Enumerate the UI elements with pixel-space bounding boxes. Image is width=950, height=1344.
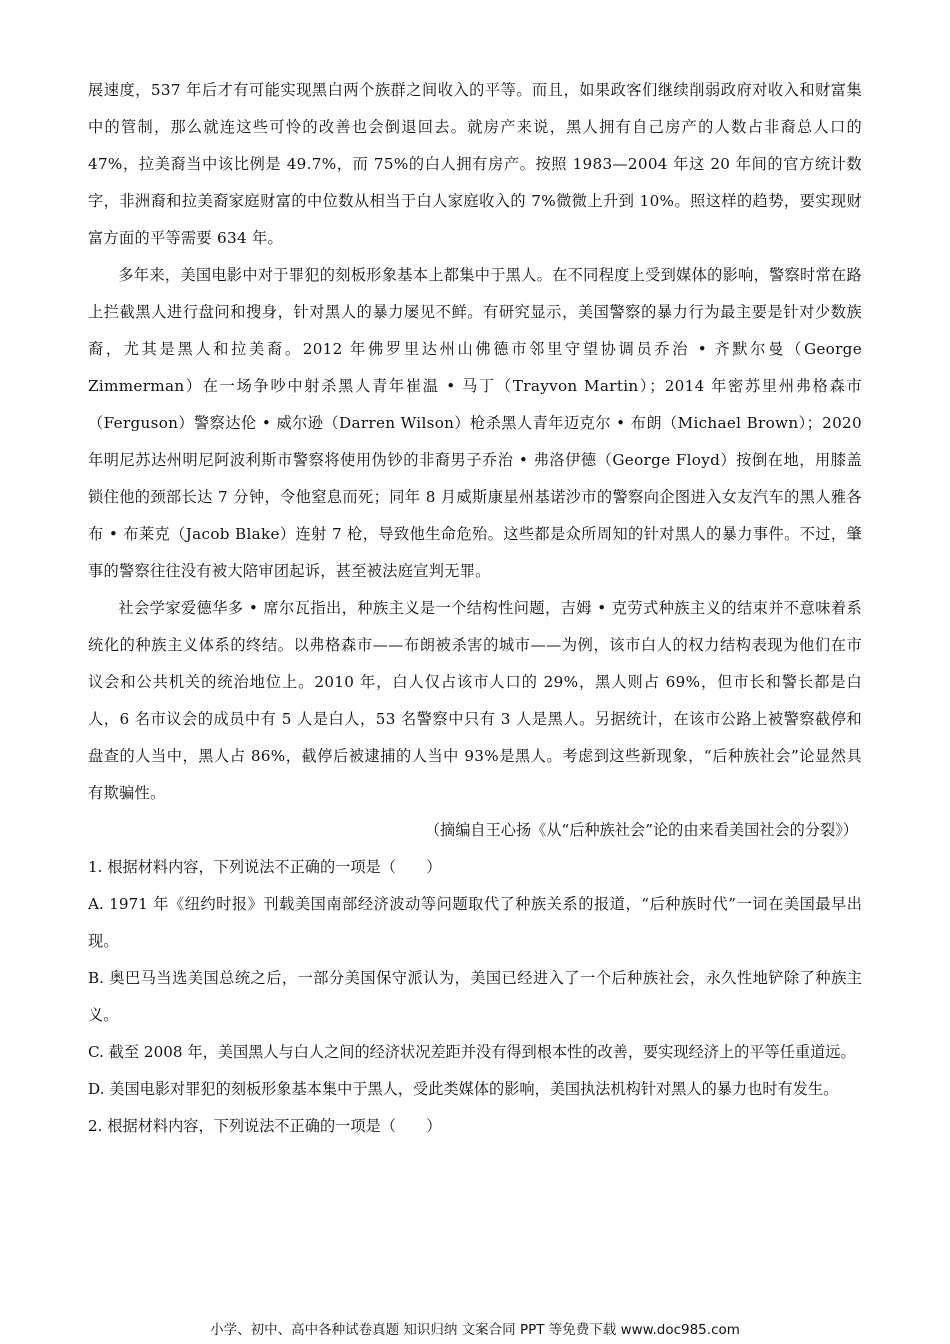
document-page (88, 72, 862, 1145)
article-paragraph: 展速度，537 年后才有可能实现黑白两个族群之间收入的平等。而且，如果政客们继续削弱政府对收入和财富集中的管制，那么就连这些可怜的改善也会倒退回去。就房产来说，黑人拥有自己房产的人数占非裔总人口的 47%，拉美裔当中该比例是 49.7%，而 75%的白人拥有房产。按照 1983—2004 年这 20 年间的官方统计数字，非洲裔和拉美裔家庭财富的中位数从相当于白人家庭收入的 7%微微上升到 10%。照这样的趋势，要实现财富方面的平等需要 634 年。 (88, 81, 862, 247)
question-1-stem: 1. 根据材料内容，下列说法不正确的一项是（ ） (88, 858, 442, 876)
question-2-stem: 2. 根据材料内容，下列说法不正确的一项是（ ） (88, 1117, 442, 1135)
question-1-option-d: D. 美国电影对罪犯的刻板形象基本集中于黑人，受此类媒体的影响，美国执法机构针对黑人的暴力也时有发生。 (88, 1080, 839, 1098)
question-1-option-b: B. 奥巴马当选美国总统之后，一部分美国保守派认为，美国已经进入了一个后种族社会，永久性地铲除了种族主义。 (88, 969, 862, 1024)
article-paragraph: 社会学家爱德华多 • 席尔瓦指出，种族主义是一个结构性问题，吉姆 • 克劳式种族主义的结束并不意味着系统化的种族主义体系的终结。以弗格森市——布朗被杀害的城市——为例，该市白人的权力结构表现为他们在市议会和公共机关的统治地位上。2010 年，白人仅占该市人口的 29%，黑人则占 69%，但市长和警长都是白人，6 名市议会的成员中有 5 人是白人，53 名警察中只有 3 人是黑人。另据统计，在该市公路上被警察截停和盘查的人当中，黑人占 86%，截停后被逮捕的人当中 93%是黑人。考虑到这些新现象，“后种族社会”论显然具有欺骗性。 (88, 599, 862, 802)
question-1-option-a: A. 1971 年《纽约时报》刊载美国南部经济波动等问题取代了种族关系的报道，“后种族时代”一词在美国最早出现。 (88, 895, 862, 950)
page-footer: 小学、初中、高中各种试卷真题 知识归纳 文案合同 PPT 等免费下载 www.doc985.com (210, 1322, 740, 1338)
article-paragraph: 多年来，美国电影中对于罪犯的刻板形象基本上都集中于黑人。在不同程度上受到媒体的影响，警察时常在路上拦截黑人进行盘问和搜身，针对黑人的暴力屡见不鲜。有研究显示，美国警察的暴力行为最主要是针对少数族裔，尤其是黑人和拉美裔。2012 年佛罗里达州山佛德市邻里守望协调员乔治 • 齐默尔曼（George Zimmerman）在一场争吵中射杀黑人青年崔温 • 马丁（Trayvon Martin）；2014 年密苏里州弗格森市（Ferguson）警察达伦 • 威尔逊（Darren Wilson）枪杀黑人青年迈克尔 • 布朗（Michael Brown）；2020 年明尼苏达州明尼阿波利斯市警察将使用伪钞的非裔男子乔治 • 弗洛伊德（George Floyd）按倒在地，用膝盖锁住他的颈部长达 7 分钟，令他窒息而死；同年 8 月威斯康星州基诺沙市的警察向企图进入女友汽车的黑人雅各布 • 布莱克（Jacob Blake）连射 7 枪，导致他生命危殆。这些都是众所周知的针对黑人的暴力事件。不过，肇事的警察往往没有被大陪审团起诉，甚至被法庭宣判无罪。 (88, 266, 862, 580)
article-source: （摘编自王心扬《从“后种族社会”论的由来看美国社会的分裂》） (424, 821, 858, 839)
question-1-option-c: C. 截至 2008 年，美国黑人与白人之间的经济状况差距并没有得到根本性的改善，要实现经济上的平等任重道远。 (88, 1043, 856, 1061)
